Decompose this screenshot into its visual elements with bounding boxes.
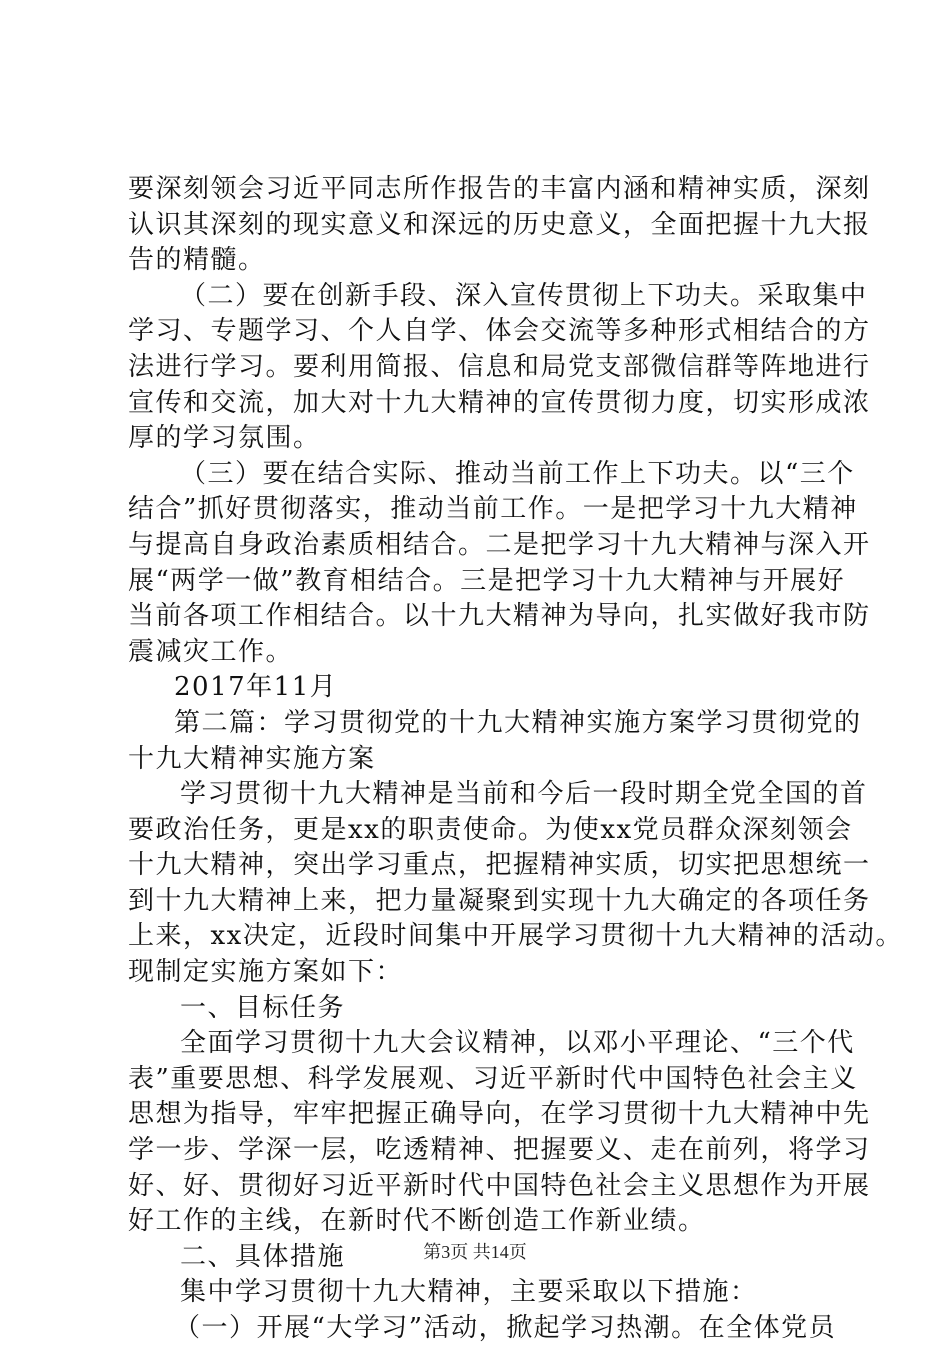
text-line: 好工作的主线，在新时代不断创造工作新业绩。 — [128, 1206, 706, 1237]
text-line: （二）要在创新手段、深入宣传贯彻上下功夫。采取集中 — [180, 280, 868, 311]
text-line: 到十九大精神上来，把力量凝聚到实现十九大确定的各项任务 — [128, 885, 871, 916]
text-line: （一）开展“大学习”活动，掀起学习热潮。在全体党员 — [174, 1313, 837, 1343]
text-line: 结合”抓好贯彻落实，推动当前工作。一是把学习十九大精神 — [128, 494, 858, 525]
text-line: 要政治任务，更是xx的职责使命。为使xx党员群众深刻领会 — [128, 814, 853, 845]
date-line: 2017年11月 — [174, 672, 338, 703]
text-line: 全面学习贯彻十九大会议精神，以邓小平理论、“三个代 — [180, 1028, 855, 1059]
heading-line: 二、具体措施 — [180, 1241, 346, 1272]
text-line: 法进行学习。要利用简报、信息和局党支部微信群等阵地进行 — [128, 351, 871, 382]
text-line: （三）要在结合实际、推动当前工作上下功夫。以“三个 — [180, 458, 855, 489]
text-line: 震减灾工作。 — [128, 636, 294, 667]
text-line: 集中学习贯彻十九大精神，主要采取以下措施： — [180, 1277, 758, 1308]
text-line: 要深刻领会习近平同志所作报告的丰富内涵和精神实质，深刻 — [128, 174, 871, 204]
text-line: 好、好、贯彻好习近平新时代中国特色社会主义思想作为开展 — [128, 1170, 871, 1201]
text-line: 厚的学习氛围。 — [128, 423, 321, 454]
document-body — [128, 172, 903, 1347]
text-line: 告的精髓。 — [128, 245, 266, 276]
heading-line: 一、目标任务 — [180, 992, 346, 1023]
text-line: 与提高自身政治素质相结合。二是把学习十九大精神与深入开 — [128, 529, 871, 560]
text-line: 学习、专题学习、个人自学、体会交流等多种形式相结合的方 — [128, 316, 871, 347]
page-footer: 第3页 共14页 — [423, 1242, 527, 1262]
text-line: 认识其深刻的现实意义和深远的历史意义，全面把握十九大报 — [128, 209, 871, 240]
text-line: 现制定实施方案如下： — [128, 957, 404, 988]
text-line: 思想为指导，牢牢把握正确导向，在学习贯彻十九大精神中先 — [128, 1099, 871, 1130]
section-title: 十九大精神实施方案 — [128, 743, 376, 774]
section-title: 第二篇：学习贯彻党的十九大精神实施方案学习贯彻党的 — [174, 707, 862, 738]
text-line: 十九大精神，突出学习重点，把握精神实质，切实把思想统一 — [128, 850, 871, 881]
text-line: 表”重要思想、科学发展观、习近平新时代中国特色社会主义 — [128, 1063, 858, 1094]
text-line: 展“两学一做”教育相结合。三是把学习十九大精神与开展好 — [128, 565, 846, 596]
text-line: 学习贯彻十九大精神是当前和今后一段时期全党全国的首 — [180, 779, 868, 810]
text-line: 上来，xx决定，近段时间集中开展学习贯彻十九大精神的活动。 — [128, 921, 903, 952]
text-line: 学一步、学深一层，吃透精神、把握要义、走在前列，将学习 — [128, 1135, 871, 1166]
text-line: 宣传和交流，加大对十九大精神的宣传贯彻力度，切实形成浓 — [128, 387, 871, 418]
text-line: 当前各项工作相结合。以十九大精神为导向，扎实做好我市防 — [128, 601, 871, 632]
